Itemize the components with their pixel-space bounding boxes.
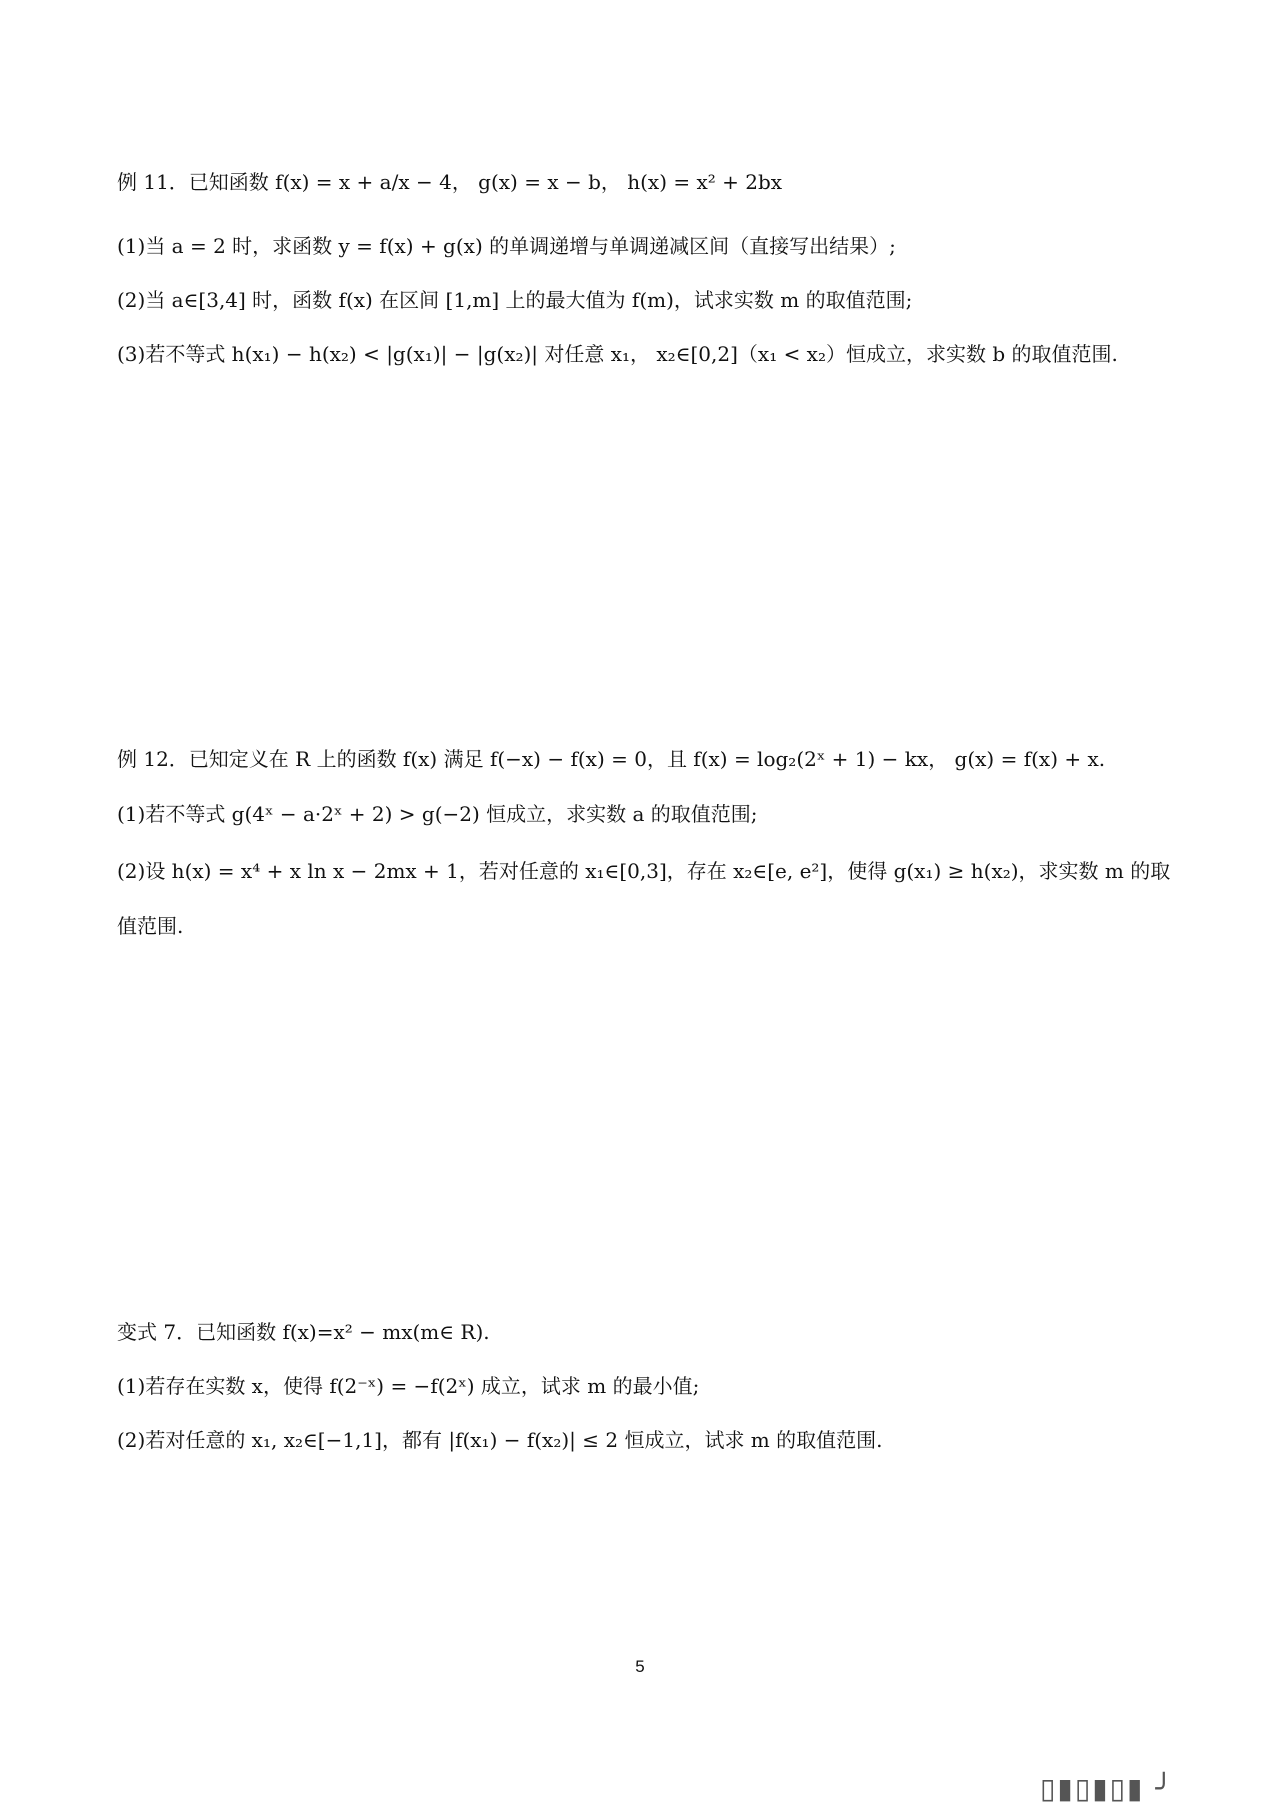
watermark-logo: ▯▮▯▮▯▮ ╯: [1040, 1772, 1175, 1805]
example-12-question-2-line-2: 值范围.: [117, 914, 184, 938]
page-number: 5: [635, 1657, 645, 1676]
variant-7-question-2: (2)若对任意的 x₁, x₂∈[−1,1]，都有 |f(x₁) − f(x₂)| ≤ 2 恒成立，试求 m 的取值范围.: [117, 1428, 883, 1452]
example-12-question-1: (1)若不等式 g(4ˣ − a·2ˣ + 2) > g(−2) 恒成立，求实数 a 的取值范围;: [117, 802, 758, 826]
example-12-title: 例 12．已知定义在 R 上的函数 f(x) 满足 f(−x) − f(x) = 0，且 f(x) = log₂(2ˣ + 1) − kx， g(x) = f(x) + x.: [117, 747, 1106, 771]
example-11-question-2: (2)当 a∈[3,4] 时，函数 f(x) 在区间 [1,m] 上的最大值为 f(m)，试求实数 m 的取值范围;: [117, 288, 913, 312]
example-11-title: 例 11．已知函数 f(x) = x + a/x − 4， g(x) = x − b， h(x) = x² + 2bx: [117, 170, 783, 194]
example-12-question-2-line-1: (2)设 h(x) = x⁴ + x ln x − 2mx + 1，若对任意的 x₁∈[0,3]，存在 x₂∈[e, e²]，使得 g(x₁) ≥ h(x₂)，求实数 m 的取: [117, 859, 1171, 883]
variant-7-title: 变式 7．已知函数 f(x)=x² − mx(m∈ R).: [117, 1320, 490, 1344]
variant-7-question-1: (1)若存在实数 x，使得 f(2⁻ˣ) = −f(2ˣ) 成立，试求 m 的最小值;: [117, 1374, 700, 1398]
example-11-question-3: (3)若不等式 h(x₁) − h(x₂) < |g(x₁)| − |g(x₂)| 对任意 x₁， x₂∈[0,2]（x₁ < x₂）恒成立，求实数 b 的取值范围.: [117, 342, 1118, 366]
example-11-question-1: (1)当 a = 2 时，求函数 y = f(x) + g(x) 的单调递增与单调递减区间（直接写出结果）;: [117, 234, 896, 258]
